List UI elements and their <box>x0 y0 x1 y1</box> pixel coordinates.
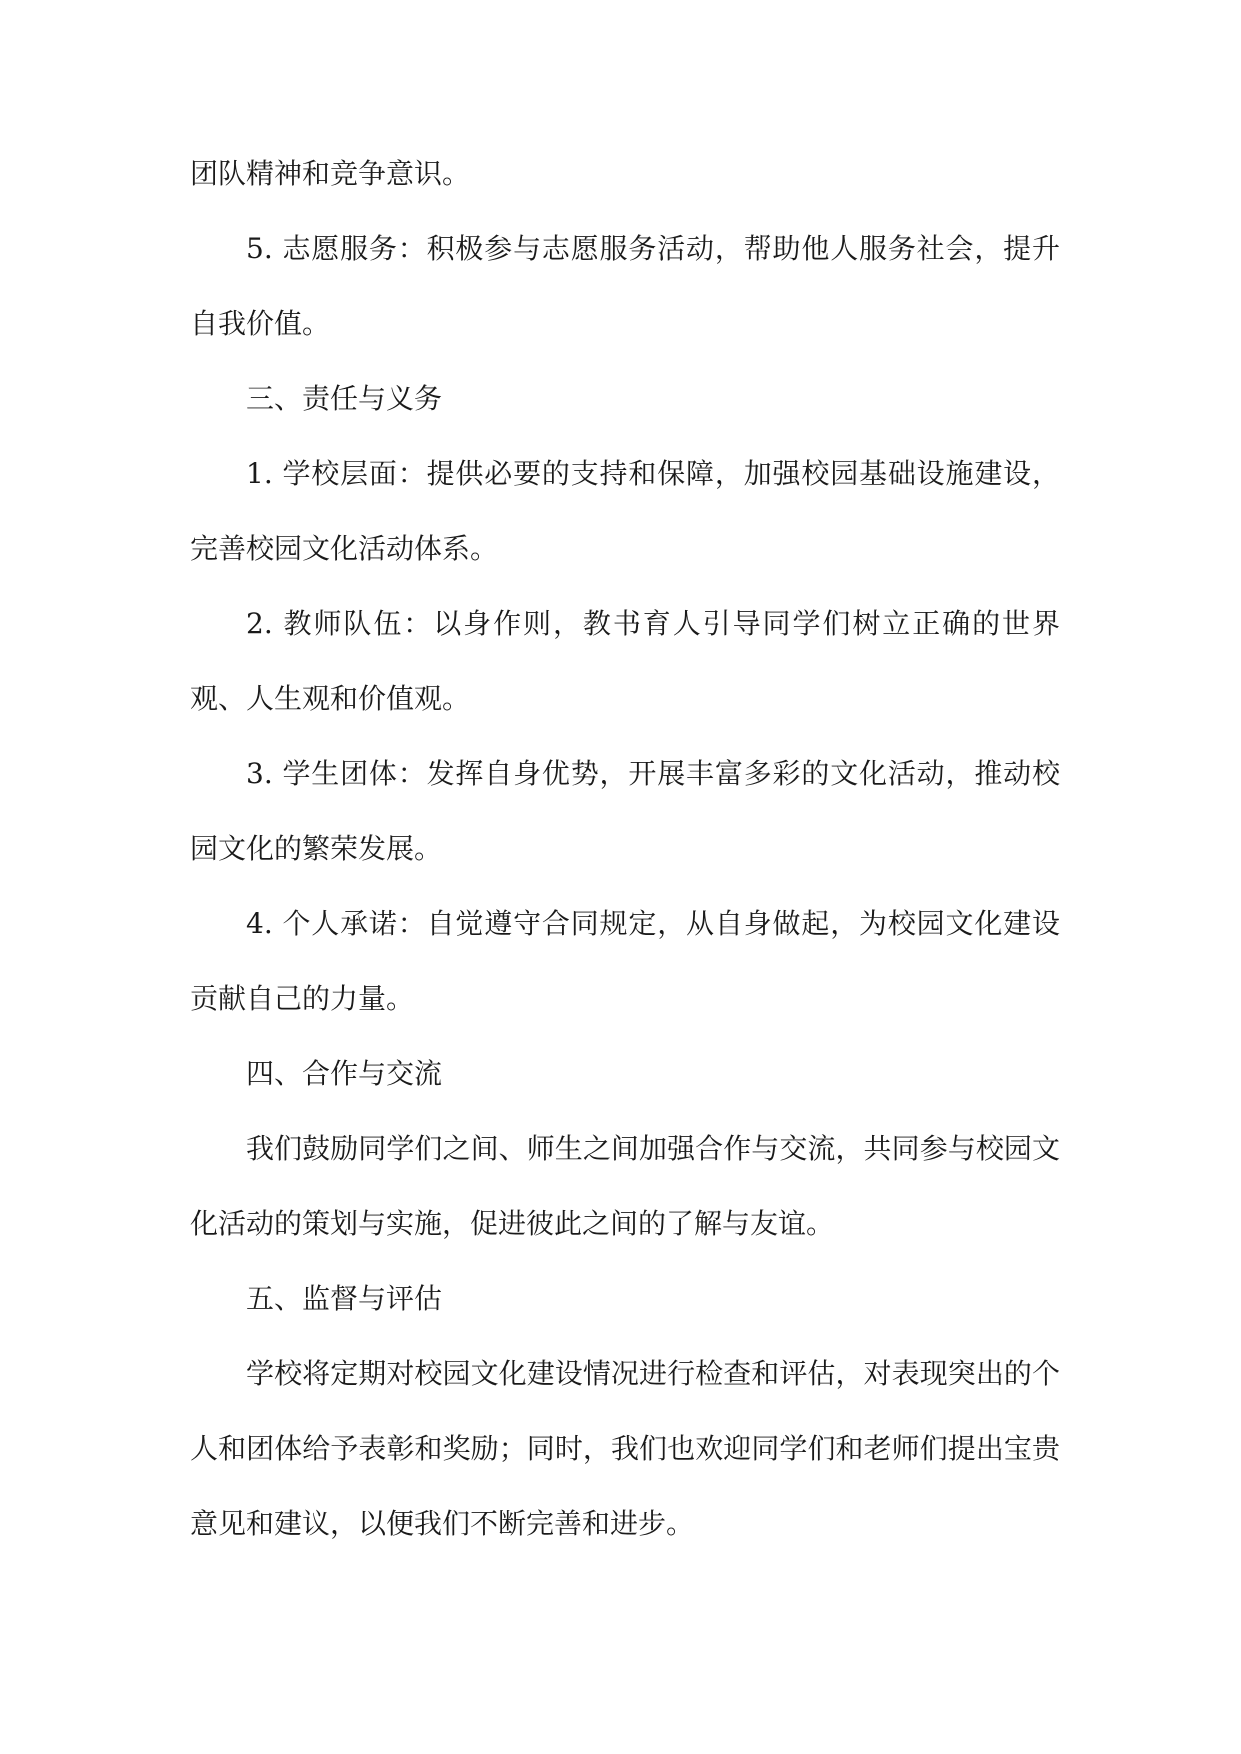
document-body <box>190 136 1060 1561</box>
section-heading-cooperation: 四、合作与交流 <box>246 1057 443 1090</box>
paragraph-personal-commitment: 4. 个人承诺：自觉遵守合同规定，从自身做起，为校园文化建设贡献自己的力量。 <box>190 907 1060 1015</box>
section-heading-responsibilities: 三、责任与义务 <box>246 382 443 415</box>
paragraph-team-spirit: 团队精神和竞争意识。 <box>190 157 471 190</box>
paragraph-student-groups: 3. 学生团体：发挥自身优势，开展丰富多彩的文化活动，推动校园文化的繁荣发展。 <box>190 757 1060 865</box>
paragraph-school-level: 1. 学校层面：提供必要的支持和保障，加强校园基础设施建设，完善校园文化活动体系。 <box>190 457 1060 565</box>
paragraph-supervision: 学校将定期对校园文化建设情况进行检查和评估，对表现突出的个人和团体给予表彰和奖励；同时，我们也欢迎同学们和老师们提出宝贵意见和建议，以便我们不断完善和进步。 <box>190 1357 1060 1540</box>
paragraph-cooperation: 我们鼓励同学们之间、师生之间加强合作与交流，共同参与校园文化活动的策划与实施，促进彼此之间的了解与友谊。 <box>190 1132 1060 1240</box>
paragraph-volunteer-service: 5. 志愿服务：积极参与志愿服务活动，帮助他人服务社会，提升自我价值。 <box>190 232 1060 340</box>
paragraph-teachers: 2. 教师队伍：以身作则，教书育人引导同学们树立正确的世界观、人生观和价值观。 <box>190 607 1060 715</box>
section-heading-supervision: 五、监督与评估 <box>246 1282 443 1315</box>
